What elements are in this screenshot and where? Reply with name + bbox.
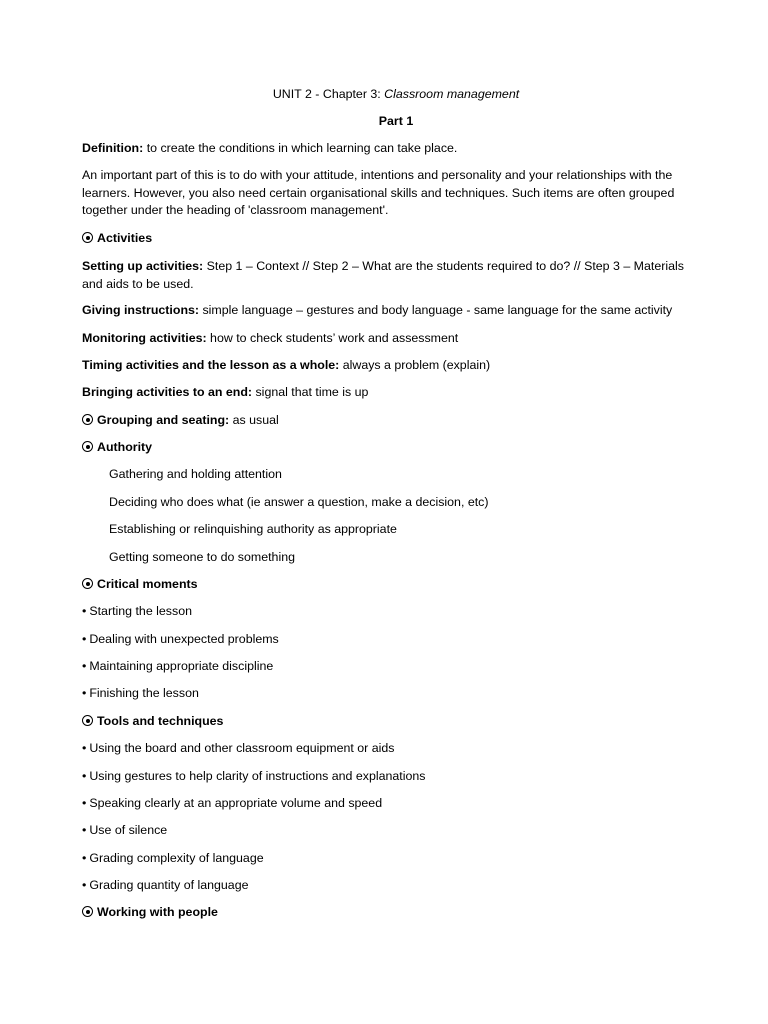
item-text: Dealing with unexpected problems [89,632,279,646]
part-label: Part 1 [378,114,414,128]
setting-up-paragraph [82,258,700,293]
critical-moments-item [82,685,199,702]
item-text: Maintaining appropriate discipline [89,659,274,673]
item-text: Use of silence [89,823,168,837]
bullet-icon: • [82,686,87,700]
authority-heading: Authority [97,440,153,454]
tools-item [82,768,425,785]
part-heading [0,113,768,130]
section-heading-critical-moments [82,576,198,593]
title-prefix: UNIT 2 - Chapter 3: [272,87,385,101]
monitoring-text: how to check students’ work and assessment [206,331,459,345]
item-text: Using the board and other classroom equipment or aids [89,741,395,755]
definition-paragraph [82,140,457,157]
timing-label: Timing activities and the lesson as a whole: [82,358,340,372]
circled-dot-icon [82,232,93,243]
bullet-icon: • [82,604,87,618]
item-text: Finishing the lesson [89,686,199,700]
definition-text: to create the conditions in which learning can take place. [143,141,458,155]
section-heading-working [82,904,218,921]
setting-up-text: Step 1 – Context // Step 2 – What are the students required to do? // Step 3 – Materials and aids to be used. [82,259,684,291]
definition-label: Definition: [82,141,144,155]
monitoring-paragraph [82,330,458,347]
tools-item [82,850,264,867]
section-heading-grouping [82,412,279,429]
monitoring-label: Monitoring activities: [82,331,207,345]
circled-dot-icon [82,906,93,917]
giving-instructions-text: simple language – gestures and body language - same language for the same activity [199,303,673,317]
critical-moments-item [82,658,273,675]
setting-up-label: Setting up activities: [82,259,204,273]
bullet-icon: • [82,632,87,646]
bullet-icon: • [82,659,87,673]
section-heading-activities [82,230,152,247]
item-text: Grading quantity of language [89,878,249,892]
activities-heading: Activities [97,231,153,245]
circled-dot-icon [82,715,93,726]
timing-paragraph [82,357,490,374]
tools-item [82,877,248,894]
tools-item [82,822,167,839]
critical-moments-item [82,631,279,648]
working-heading: Working with people [97,905,218,919]
critical-moments-heading: Critical moments [97,577,198,591]
tools-heading: Tools and techniques [97,714,224,728]
bullet-icon: • [82,769,87,783]
bullet-icon: • [82,823,87,837]
circled-dot-icon [82,414,93,425]
bringing-paragraph [82,384,368,401]
bullet-icon: • [82,796,87,810]
item-text: Grading complexity of language [89,851,264,865]
section-heading-tools [82,713,223,730]
giving-instructions-label: Giving instructions: [82,303,200,317]
document-title [0,86,768,103]
bringing-text: signal that time is up [252,385,369,399]
timing-text: always a problem (explain) [339,358,491,372]
tools-item [82,795,382,812]
title-italic: Classroom management [384,87,520,101]
grouping-heading: Grouping and seating: [97,413,230,427]
circled-dot-icon [82,441,93,452]
section-heading-authority [82,439,152,456]
bringing-label: Bringing activities to an end: [82,385,253,399]
bullet-icon: • [82,851,87,865]
item-text: Starting the lesson [89,604,192,618]
circled-dot-icon [82,578,93,589]
authority-item: Deciding who does what (ie answer a question, make a decision, etc) [109,495,489,509]
bullet-icon: • [82,741,87,755]
intro-paragraph: An important part of this is to do with your attitude, intentions and personality and your relationships with the learners. However, you also need certain organisational skills and techniques. Such items are often grouped together under the heading of 'classroom management'. [82,168,675,217]
giving-instructions-paragraph [82,302,672,319]
bullet-icon: • [82,878,87,892]
item-text: Using gestures to help clarity of instructions and explanations [89,769,426,783]
authority-item: Establishing or relinquishing authority as appropriate [109,522,397,536]
critical-moments-item [82,603,192,620]
authority-item: Getting someone to do something [109,550,295,564]
item-text: Speaking clearly at an appropriate volume and speed [89,796,383,810]
grouping-text: as usual [229,413,279,427]
tools-item [82,740,394,757]
authority-item: Gathering and holding attention [109,467,282,481]
